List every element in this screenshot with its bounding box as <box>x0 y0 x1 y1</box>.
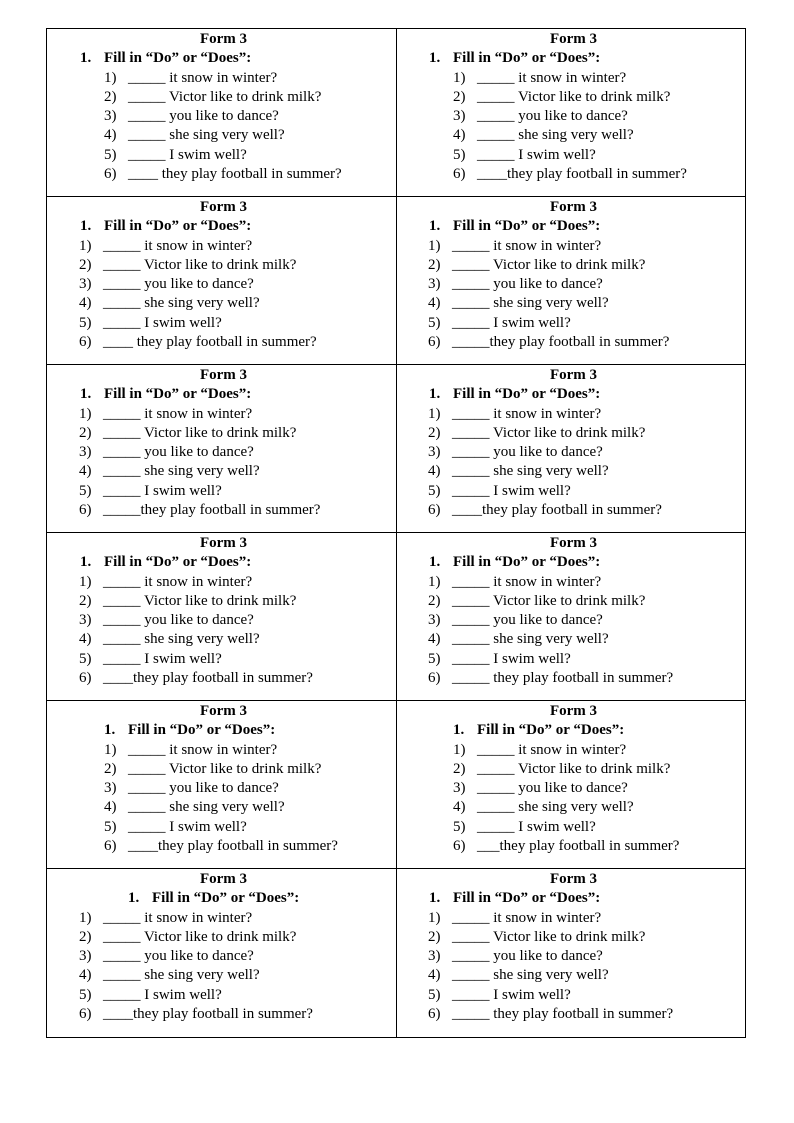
question-item <box>79 405 396 424</box>
question-item <box>79 669 396 688</box>
question-list <box>47 573 396 689</box>
question-item <box>79 314 396 333</box>
task-heading <box>397 889 746 908</box>
task-number: 1. <box>429 386 441 403</box>
question-number: 5) <box>428 986 441 1003</box>
task-heading <box>397 553 746 572</box>
form-title: Form 3 <box>549 703 598 719</box>
task-instruction: Fill in “Do” or “Does”: <box>477 722 625 739</box>
question-number: 4) <box>104 799 117 816</box>
question-number: 5) <box>104 818 117 835</box>
question-text: _____ she sing very well? <box>103 967 260 984</box>
worksheet-card <box>47 533 397 701</box>
question-number: 2) <box>428 928 441 945</box>
question-text: _____ Victor like to drink milk? <box>452 424 646 441</box>
question-text: _____they play football in summer? <box>103 502 321 519</box>
question-number: 2) <box>428 424 441 441</box>
question-text: _____ she sing very well? <box>452 295 609 312</box>
task-instruction: Fill in “Do” or “Does”: <box>152 890 300 907</box>
question-text: _____ it snow in winter? <box>452 909 602 926</box>
question-text: _____ she sing very well? <box>452 967 609 984</box>
question-list <box>397 573 746 689</box>
question-number: 2) <box>79 256 92 273</box>
question-text: _____ it snow in winter? <box>477 69 627 86</box>
question-number: 2) <box>453 760 466 777</box>
question-item <box>453 837 746 856</box>
question-text: _____ Victor like to drink milk? <box>477 88 671 105</box>
question-item <box>104 107 396 126</box>
question-text: _____ she sing very well? <box>128 127 285 144</box>
question-item <box>428 1005 746 1024</box>
task-instruction: Fill in “Do” or “Does”: <box>453 50 601 67</box>
question-text: _____ you like to dance? <box>477 108 628 125</box>
question-item <box>453 741 746 760</box>
task-heading <box>47 553 396 572</box>
question-number: 5) <box>79 650 92 667</box>
question-text: _____ it snow in winter? <box>103 237 253 254</box>
question-item <box>453 126 746 145</box>
question-number: 5) <box>428 314 441 331</box>
task-number: 1. <box>104 722 116 739</box>
question-number: 4) <box>79 463 92 480</box>
question-number: 6) <box>428 334 441 351</box>
question-number: 6) <box>453 838 466 855</box>
question-item <box>428 928 746 947</box>
question-number: 5) <box>79 482 92 499</box>
question-item <box>79 592 396 611</box>
task-heading <box>47 721 396 740</box>
question-text: ____ they play football in summer? <box>128 166 342 183</box>
question-item <box>79 237 396 256</box>
question-number: 5) <box>79 314 92 331</box>
question-item <box>79 630 396 649</box>
question-text: _____ you like to dance? <box>452 612 603 629</box>
worksheet-card <box>397 869 746 1037</box>
question-number: 1) <box>79 909 92 926</box>
task-instruction: Fill in “Do” or “Does”: <box>453 218 601 235</box>
question-number: 1) <box>428 909 441 926</box>
question-number: 6) <box>428 1006 441 1023</box>
task-instruction: Fill in “Do” or “Does”: <box>453 890 601 907</box>
question-text: _____ you like to dance? <box>128 780 279 797</box>
question-text: _____ they play football in summer? <box>452 1006 674 1023</box>
question-number: 5) <box>428 482 441 499</box>
question-item <box>79 909 396 928</box>
question-text: ____they play football in summer? <box>128 838 338 855</box>
question-item <box>428 909 746 928</box>
question-text: _____ it snow in winter? <box>103 405 253 422</box>
question-item <box>428 630 746 649</box>
question-item <box>453 760 746 779</box>
question-item <box>104 165 396 184</box>
question-number: 6) <box>104 166 117 183</box>
question-item <box>428 256 746 275</box>
question-text: _____ I swim well? <box>452 482 571 499</box>
question-number: 3) <box>79 612 92 629</box>
question-number: 5) <box>104 146 117 163</box>
question-number: 6) <box>453 166 466 183</box>
question-text: _____ she sing very well? <box>103 631 260 648</box>
question-item <box>453 818 746 837</box>
question-number: 2) <box>428 256 441 273</box>
question-item <box>79 424 396 443</box>
question-text: _____ Victor like to drink milk? <box>477 760 671 777</box>
question-item <box>79 928 396 947</box>
question-number: 5) <box>428 650 441 667</box>
task-instruction: Fill in “Do” or “Does”: <box>104 554 252 571</box>
question-number: 4) <box>79 631 92 648</box>
question-text: _____ you like to dance? <box>103 612 254 629</box>
question-number: 3) <box>453 780 466 797</box>
question-number: 6) <box>428 670 441 687</box>
task-number: 1. <box>80 218 92 235</box>
task-instruction: Fill in “Do” or “Does”: <box>128 722 276 739</box>
question-list <box>47 741 396 857</box>
task-instruction: Fill in “Do” or “Does”: <box>453 386 601 403</box>
question-text: _____ Victor like to drink milk? <box>452 256 646 273</box>
question-list <box>397 237 746 353</box>
question-number: 4) <box>428 463 441 480</box>
question-text: ____they play football in summer? <box>477 166 687 183</box>
question-item <box>428 482 746 501</box>
question-item <box>79 501 396 520</box>
question-text: ___they play football in summer? <box>477 838 680 855</box>
task-instruction: Fill in “Do” or “Does”: <box>104 218 252 235</box>
question-number: 4) <box>453 799 466 816</box>
form-title: Form 3 <box>549 31 598 47</box>
task-instruction: Fill in “Do” or “Does”: <box>104 50 252 67</box>
question-text: _____ Victor like to drink milk? <box>103 424 297 441</box>
form-title: Form 3 <box>549 199 598 215</box>
task-number: 1. <box>429 50 441 67</box>
question-text: _____ Victor like to drink milk? <box>128 760 322 777</box>
form-title: Form 3 <box>199 199 248 215</box>
question-item <box>428 275 746 294</box>
question-item <box>104 837 396 856</box>
question-item <box>79 333 396 352</box>
question-item <box>79 573 396 592</box>
task-heading <box>397 385 746 404</box>
task-number: 1. <box>429 554 441 571</box>
question-number: 4) <box>453 127 466 144</box>
question-text: _____ you like to dance? <box>103 276 254 293</box>
worksheet-card <box>47 701 397 869</box>
question-text: ____they play football in summer? <box>103 1006 313 1023</box>
question-number: 2) <box>104 760 117 777</box>
task-heading <box>47 385 396 404</box>
question-number: 3) <box>453 108 466 125</box>
question-text: _____ you like to dance? <box>103 948 254 965</box>
question-text: _____ I swim well? <box>452 314 571 331</box>
question-text: _____ Victor like to drink milk? <box>103 592 297 609</box>
question-item <box>104 798 396 817</box>
worksheet-grid <box>46 28 746 1038</box>
question-list <box>47 69 396 185</box>
worksheet-card <box>47 197 397 365</box>
worksheet-card <box>47 869 397 1037</box>
form-title: Form 3 <box>199 871 248 887</box>
question-number: 5) <box>453 818 466 835</box>
question-item <box>428 501 746 520</box>
question-number: 2) <box>79 928 92 945</box>
question-number: 4) <box>79 295 92 312</box>
question-number: 1) <box>104 69 117 86</box>
question-text: _____ it snow in winter? <box>452 237 602 254</box>
worksheet-card <box>397 365 746 533</box>
question-number: 3) <box>428 612 441 629</box>
question-item <box>79 482 396 501</box>
question-list <box>47 909 396 1025</box>
question-item <box>79 986 396 1005</box>
task-number: 1. <box>453 722 465 739</box>
task-number: 1. <box>80 386 92 403</box>
task-heading <box>397 49 746 68</box>
task-heading <box>397 217 746 236</box>
question-text: _____ I swim well? <box>103 650 222 667</box>
question-text: _____ Victor like to drink milk? <box>128 88 322 105</box>
question-text: _____ you like to dance? <box>103 444 254 461</box>
question-item <box>428 947 746 966</box>
question-item <box>79 256 396 275</box>
question-text: _____they play football in summer? <box>452 334 670 351</box>
question-item <box>428 405 746 424</box>
question-item <box>79 275 396 294</box>
question-item <box>104 88 396 107</box>
question-number: 1) <box>104 741 117 758</box>
form-title: Form 3 <box>549 367 598 383</box>
question-text: _____ you like to dance? <box>452 276 603 293</box>
question-item <box>428 424 746 443</box>
task-number: 1. <box>429 890 441 907</box>
question-text: _____ Victor like to drink milk? <box>103 256 297 273</box>
question-text: _____ I swim well? <box>477 818 596 835</box>
question-number: 1) <box>79 405 92 422</box>
question-text: ____they play football in summer? <box>452 502 662 519</box>
question-number: 1) <box>453 69 466 86</box>
worksheet-card <box>397 701 746 869</box>
question-number: 1) <box>428 237 441 254</box>
question-number: 6) <box>79 502 92 519</box>
question-list <box>397 405 746 521</box>
question-item <box>79 650 396 669</box>
task-instruction: Fill in “Do” or “Does”: <box>453 554 601 571</box>
question-item <box>453 107 746 126</box>
question-item <box>428 966 746 985</box>
question-text: _____ you like to dance? <box>452 948 603 965</box>
question-number: 3) <box>104 780 117 797</box>
question-number: 4) <box>104 127 117 144</box>
task-heading <box>47 217 396 236</box>
question-item <box>104 760 396 779</box>
question-list <box>397 741 746 857</box>
question-number: 2) <box>453 88 466 105</box>
question-text: _____ I swim well? <box>128 146 247 163</box>
question-item <box>453 69 746 88</box>
question-item <box>453 146 746 165</box>
question-item <box>104 741 396 760</box>
question-text: _____ she sing very well? <box>477 799 634 816</box>
question-number: 2) <box>428 592 441 609</box>
worksheet-card <box>47 29 397 197</box>
question-item <box>428 333 746 352</box>
question-list <box>47 237 396 353</box>
question-number: 6) <box>428 502 441 519</box>
question-number: 5) <box>79 986 92 1003</box>
question-number: 2) <box>79 424 92 441</box>
question-item <box>428 611 746 630</box>
question-number: 1) <box>79 237 92 254</box>
question-number: 3) <box>79 948 92 965</box>
question-item <box>79 611 396 630</box>
question-text: _____ she sing very well? <box>103 463 260 480</box>
worksheet-card <box>47 365 397 533</box>
question-number: 6) <box>79 1006 92 1023</box>
question-item <box>79 1005 396 1024</box>
question-item <box>428 314 746 333</box>
question-item <box>453 88 746 107</box>
question-item <box>428 650 746 669</box>
task-instruction: Fill in “Do” or “Does”: <box>104 386 252 403</box>
question-number: 1) <box>79 573 92 590</box>
question-item <box>104 146 396 165</box>
question-number: 4) <box>428 967 441 984</box>
question-text: _____ it snow in winter? <box>128 741 278 758</box>
question-item <box>453 779 746 798</box>
question-number: 3) <box>79 276 92 293</box>
question-text: ____they play football in summer? <box>103 670 313 687</box>
question-text: _____ she sing very well? <box>477 127 634 144</box>
worksheet-card <box>397 29 746 197</box>
question-number: 1) <box>428 405 441 422</box>
question-text: _____ I swim well? <box>103 986 222 1003</box>
question-item <box>104 126 396 145</box>
form-title: Form 3 <box>549 871 598 887</box>
task-number: 1. <box>80 554 92 571</box>
question-number: 3) <box>79 444 92 461</box>
question-text: _____ it snow in winter? <box>477 741 627 758</box>
question-item <box>79 947 396 966</box>
question-text: _____ I swim well? <box>103 314 222 331</box>
question-number: 1) <box>453 741 466 758</box>
question-item <box>428 592 746 611</box>
question-item <box>79 294 396 313</box>
question-text: _____ I swim well? <box>452 986 571 1003</box>
question-number: 5) <box>453 146 466 163</box>
task-heading <box>47 889 396 908</box>
question-item <box>453 165 746 184</box>
question-number: 4) <box>428 631 441 648</box>
question-number: 6) <box>79 334 92 351</box>
task-heading <box>47 49 396 68</box>
task-number: 1. <box>128 890 140 907</box>
question-text: _____ it snow in winter? <box>128 69 278 86</box>
question-number: 4) <box>79 967 92 984</box>
question-number: 6) <box>79 670 92 687</box>
question-item <box>428 573 746 592</box>
question-text: _____ Victor like to drink milk? <box>103 928 297 945</box>
question-item <box>428 443 746 462</box>
question-list <box>397 909 746 1025</box>
question-item <box>428 669 746 688</box>
question-item <box>79 443 396 462</box>
worksheet-card <box>397 197 746 365</box>
question-list <box>47 405 396 521</box>
question-item <box>428 462 746 481</box>
question-text: _____ it snow in winter? <box>452 405 602 422</box>
question-item <box>104 779 396 798</box>
question-text: _____ it snow in winter? <box>452 573 602 590</box>
question-item <box>428 294 746 313</box>
question-text: _____ I swim well? <box>103 482 222 499</box>
question-text: _____ Victor like to drink milk? <box>452 592 646 609</box>
question-item <box>453 798 746 817</box>
question-number: 3) <box>104 108 117 125</box>
question-text: _____ you like to dance? <box>452 444 603 461</box>
question-text: _____ they play football in summer? <box>452 670 674 687</box>
question-item <box>104 69 396 88</box>
question-text: _____ she sing very well? <box>452 631 609 648</box>
form-title: Form 3 <box>199 535 248 551</box>
question-item <box>79 966 396 985</box>
question-list <box>397 69 746 185</box>
question-text: _____ you like to dance? <box>128 108 279 125</box>
question-number: 3) <box>428 276 441 293</box>
question-number: 3) <box>428 444 441 461</box>
question-text: _____ I swim well? <box>452 650 571 667</box>
question-number: 1) <box>428 573 441 590</box>
question-text: _____ I swim well? <box>128 818 247 835</box>
worksheet-card <box>397 533 746 701</box>
question-number: 2) <box>104 88 117 105</box>
question-item <box>428 237 746 256</box>
task-heading <box>397 721 746 740</box>
question-item <box>79 462 396 481</box>
question-number: 4) <box>428 295 441 312</box>
task-number: 1. <box>429 218 441 235</box>
question-text: _____ she sing very well? <box>128 799 285 816</box>
question-text: _____ I swim well? <box>477 146 596 163</box>
form-title: Form 3 <box>199 367 248 383</box>
question-number: 6) <box>104 838 117 855</box>
form-title: Form 3 <box>199 31 248 47</box>
question-text: _____ it snow in winter? <box>103 573 253 590</box>
question-text: _____ she sing very well? <box>452 463 609 480</box>
task-number: 1. <box>80 50 92 67</box>
form-title: Form 3 <box>199 703 248 719</box>
question-number: 3) <box>428 948 441 965</box>
question-text: _____ it snow in winter? <box>103 909 253 926</box>
question-number: 2) <box>79 592 92 609</box>
question-text: _____ you like to dance? <box>477 780 628 797</box>
question-text: _____ she sing very well? <box>103 295 260 312</box>
question-item <box>428 986 746 1005</box>
question-text: _____ Victor like to drink milk? <box>452 928 646 945</box>
question-item <box>104 818 396 837</box>
form-title: Form 3 <box>549 535 598 551</box>
question-text: ____ they play football in summer? <box>103 334 317 351</box>
